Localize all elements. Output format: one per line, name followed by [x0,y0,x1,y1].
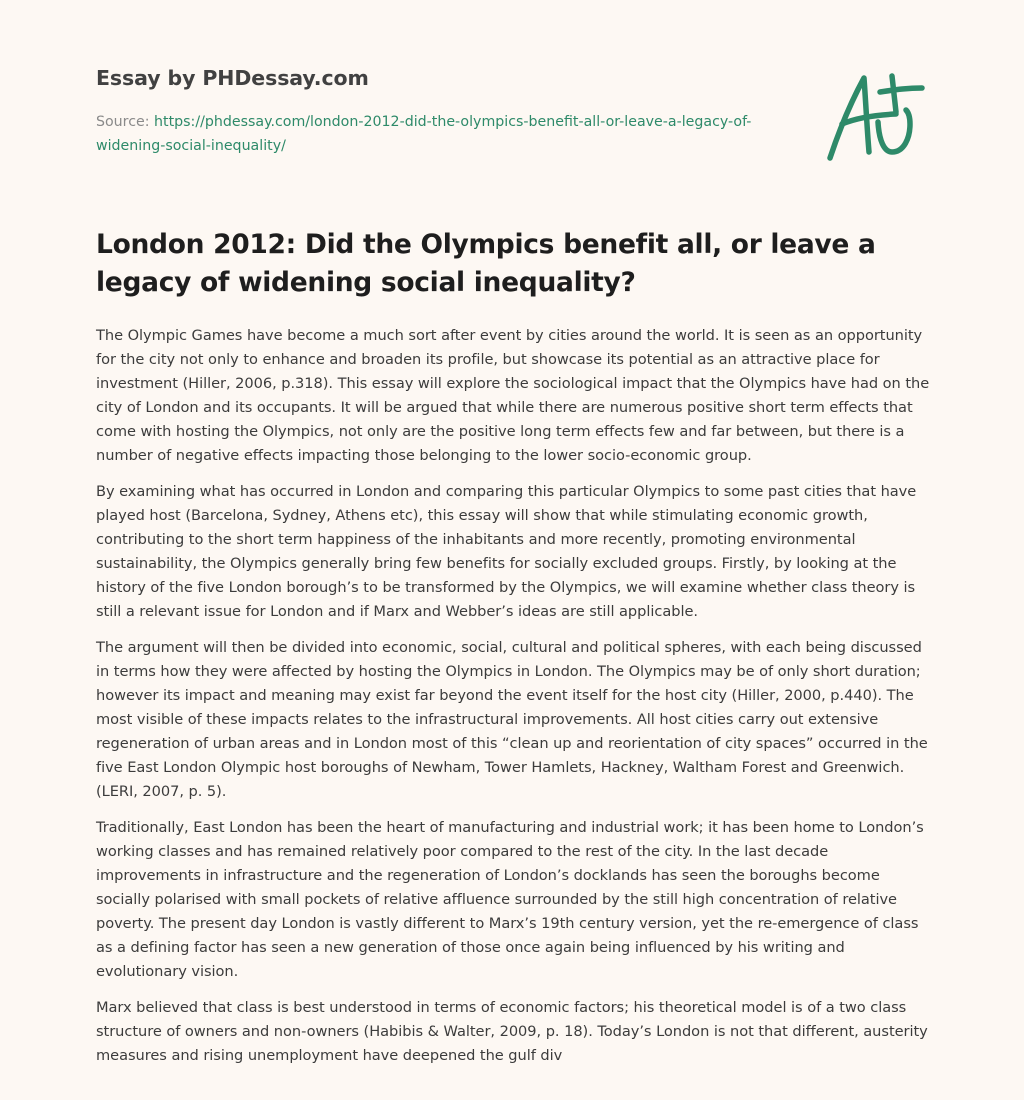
source-label: Source: [96,114,155,130]
brand-title: Essay by PHDessay.com [96,66,369,90]
source-link[interactable]: https://phdessay.com/london-2012-did-the-olympics-benefit-all-or-leave-a-legacy-of-widening-social-inequality/ [96,114,752,154]
header [96,62,776,158]
essay-title: London 2012: Did the Olympics benefit all, or leave a legacy of widening social inequality? [96,229,876,298]
essay-paragraph: The argument will then be divided into economic, social, cultural and political spheres, with each being discussed in terms how they were affected by hosting the Olympics in London. The Olympics may be of only short duration; however its impact and meaning may exist far beyond the event itself for the host city (Hiller, 2000, p.440). The most visible of these impacts relates to the infrastructural improvements. All host cities carry out extensive regeneration of urban areas and in London most of this “clean up and reorientation of city spaces” occurred in the five East London Olympic host boroughs of Newham, Tower Hamlets, Hackney, Waltham Forest and Greenwich. (LERI, 2007, p. 5). [96,639,928,800]
a-plus-logo-icon [818,66,930,166]
essay-paragraph: By examining what has occurred in London and comparing this particular Olympics to some past cities that have played host (Barcelona, Sydney, Athens etc), this essay will show that while stimulating economic growth, contributing to the short term happiness of the inhabitants and more recently, promoting environmental sustainability, the Olympics generally bring few benefits for socially excluded groups. Firstly, by looking at the history of the five London borough’s to be transformed by the Olympics, we will examine whether class theory is still a relevant issue for London and if Marx and Webber’s ideas are still applicable. [96,483,917,620]
essay-body [96,324,932,1080]
essay-paragraph: The Olympic Games have become a much sort after event by cities around the world. It is seen as an opportunity for the city not only to enhance and broaden its profile, but showcase its potential as an attractive place for investment (Hiller, 2006, p.318). This essay will explore the sociological impact that the Olympics have had on the city of London and its occupants. It will be argued that while there are numerous positive short term effects that come with hosting the Olympics, not only are the positive long term effects few and far between, but there is a number of negative effects impacting those belonging to the lower socio-economic group. [96,327,930,464]
source-line [96,110,756,158]
essay-paragraph: Traditionally, East London has been the heart of manufacturing and industrial work; it has been home to London’s working classes and has remained relatively poor compared to the rest of the city. In the last decade improvements in infrastructure and the regeneration of London’s docklands has seen the boroughs become socially polarised with small pockets of relative affluence surrounded by the still high concentration of relative poverty. The present day London is vastly different to Marx’s 19th century version, yet the re-emergence of class as a defining factor has seen a new generation of those once again being influenced by his writing and evolutionary vision. [96,819,924,980]
essay-paragraph: Marx believed that class is best understood in terms of economic factors; his theoretical model is of a two class structure of owners and non-owners (Habibis & Walter, 2009, p. 18). Today’s London is not that different, austerity measures and rising unemployment have deepened the gulf div [96,999,928,1064]
